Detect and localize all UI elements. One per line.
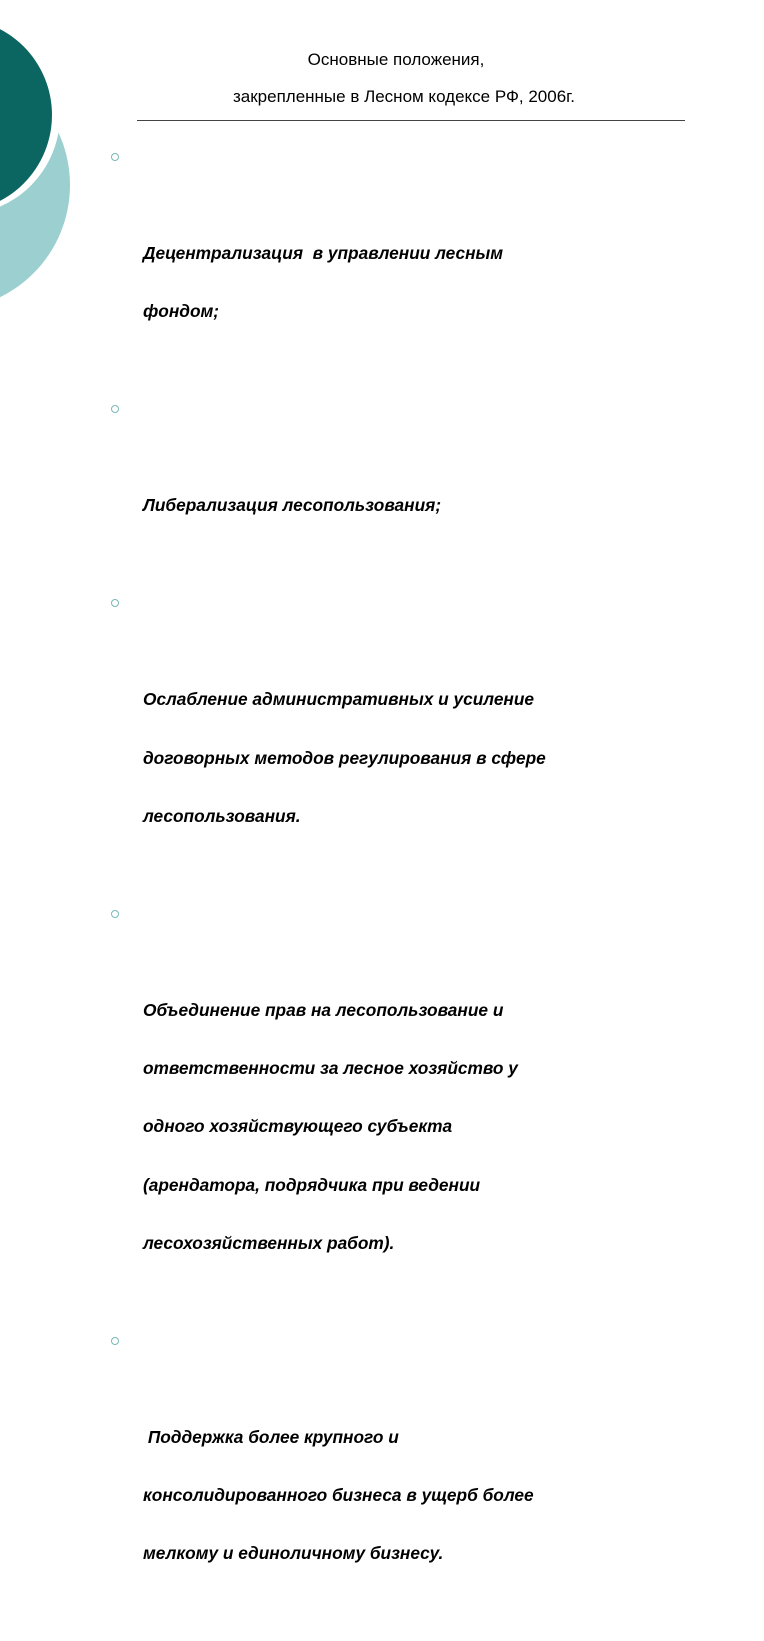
bullet-text <box>143 1389 691 1602</box>
title-line-2: закрепленные в Лесном кодексе РФ, 2006г. <box>232 87 576 106</box>
hollow-circle-bullet-icon <box>111 405 119 413</box>
bullet-line: лесохозяйственных работ). <box>143 1232 395 1253</box>
bullet-line: договорных методов регулирования в сфере <box>143 747 546 768</box>
title-divider <box>137 120 685 121</box>
bullet-item <box>111 399 691 593</box>
title-line-1: Основные положения, <box>307 50 485 69</box>
bullet-list <box>111 147 691 1641</box>
bullet-line: консолидированного бизнеса в ущерб более <box>143 1485 534 1506</box>
bullet-line: Ослабление административных и усиление <box>143 689 535 710</box>
bullet-item <box>111 147 691 399</box>
bullet-line: Либерализация лесопользования; <box>143 495 442 516</box>
hollow-circle-bullet-icon <box>111 599 119 607</box>
bullet-line: мелкому и единоличному бизнесу. <box>143 1543 444 1564</box>
bullet-line: ответственности за лесное хозяйство у <box>143 1058 518 1079</box>
bullet-item <box>111 593 691 904</box>
bullet-text <box>143 962 691 1292</box>
bullet-text <box>143 652 691 865</box>
bullet-line: Поддержка более крупного и <box>143 1426 399 1447</box>
bullet-line: (арендатора, подрядчика при ведении <box>143 1174 481 1195</box>
hollow-circle-bullet-icon <box>111 910 119 918</box>
bullet-text <box>143 458 691 555</box>
bullet-item <box>111 904 691 1331</box>
bullet-line: Объединение прав на лесопользование и <box>143 999 504 1020</box>
bullet-line: фондом; <box>143 301 220 322</box>
bullet-item <box>111 1331 691 1641</box>
bullet-line: Децентрализация в управлении лесным <box>143 243 504 264</box>
bullet-line: одного хозяйствующего субъекта <box>143 1116 453 1137</box>
bullet-text <box>143 205 691 360</box>
hollow-circle-bullet-icon <box>111 153 119 161</box>
bullet-line: лесопользования. <box>143 805 301 826</box>
hollow-circle-bullet-icon <box>111 1337 119 1345</box>
